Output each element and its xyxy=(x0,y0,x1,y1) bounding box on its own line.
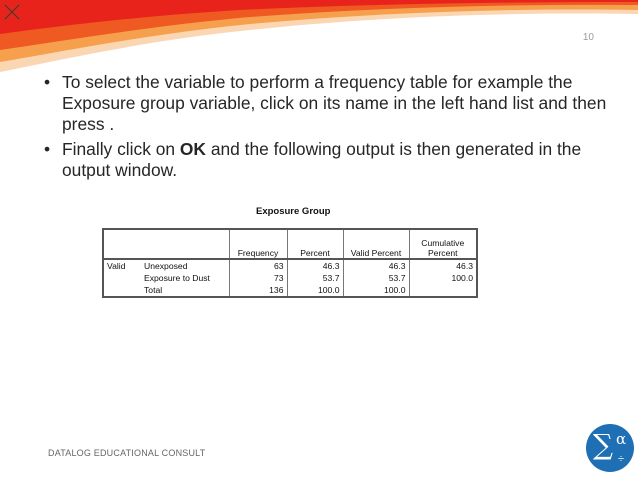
alpha-icon: α xyxy=(616,430,627,448)
cell-frequency: 63 xyxy=(229,259,287,272)
table-row xyxy=(103,259,477,272)
table-header-row xyxy=(103,229,477,259)
table-row xyxy=(103,284,477,297)
row-label: Total xyxy=(141,284,229,297)
header-cumulative-line1: Cumulative xyxy=(421,238,465,248)
cell-frequency: 136 xyxy=(229,284,287,297)
header-cumulative-line2: Percent xyxy=(427,248,458,258)
cell-valid-percent: 100.0 xyxy=(343,284,409,297)
bullet-item xyxy=(40,139,625,181)
group-label: Valid xyxy=(103,259,141,272)
header-frequency: Frequency xyxy=(229,229,287,259)
cell-percent: 100.0 xyxy=(287,284,343,297)
bullet-marker: • xyxy=(44,72,51,92)
bullet-list xyxy=(40,72,625,185)
slide-banner-swoosh xyxy=(0,0,638,80)
header-cumulative-percent xyxy=(409,229,477,259)
bullet-text: To select the variable to perform a frequency table for example the Exposure group variable, click on its name in the left hand list and then press . xyxy=(62,72,607,134)
slide-footer: DATALOG EDUCATIONAL CONSULT xyxy=(48,448,206,458)
cell-valid-percent: 46.3 xyxy=(343,259,409,272)
header-empty xyxy=(103,229,141,259)
cell-cumulative-percent: 46.3 xyxy=(409,259,477,272)
header-percent: Percent xyxy=(287,229,343,259)
bullet-text-prefix: Finally click on xyxy=(62,139,180,159)
close-icon[interactable] xyxy=(2,2,22,22)
header-empty xyxy=(141,229,229,259)
cell-cumulative-percent xyxy=(409,284,477,297)
cell-percent: 46.3 xyxy=(287,259,343,272)
cell-cumulative-percent: 100.0 xyxy=(409,272,477,284)
page-number: 10 xyxy=(582,32,594,43)
group-cell xyxy=(103,272,141,284)
logo xyxy=(586,424,634,472)
cell-frequency: 73 xyxy=(229,272,287,284)
row-label: Unexposed xyxy=(141,259,229,272)
ok-keyword: OK xyxy=(179,139,206,159)
cell-percent: 53.7 xyxy=(287,272,343,284)
sigma-icon: ∑ xyxy=(593,428,613,461)
frequency-table xyxy=(102,228,478,298)
group-cell xyxy=(103,284,141,297)
division-icon: ÷ xyxy=(618,453,625,465)
table-row xyxy=(103,272,477,284)
cell-valid-percent: 53.7 xyxy=(343,272,409,284)
row-label: Exposure to Dust xyxy=(141,272,229,284)
bullet-text-suffix: and the following output is then generated in the output window. xyxy=(62,139,582,180)
header-valid-percent: Valid Percent xyxy=(343,229,409,259)
table-title: Exposure Group xyxy=(256,206,331,217)
bullet-marker: • xyxy=(44,139,51,159)
bullet-item xyxy=(40,72,625,135)
